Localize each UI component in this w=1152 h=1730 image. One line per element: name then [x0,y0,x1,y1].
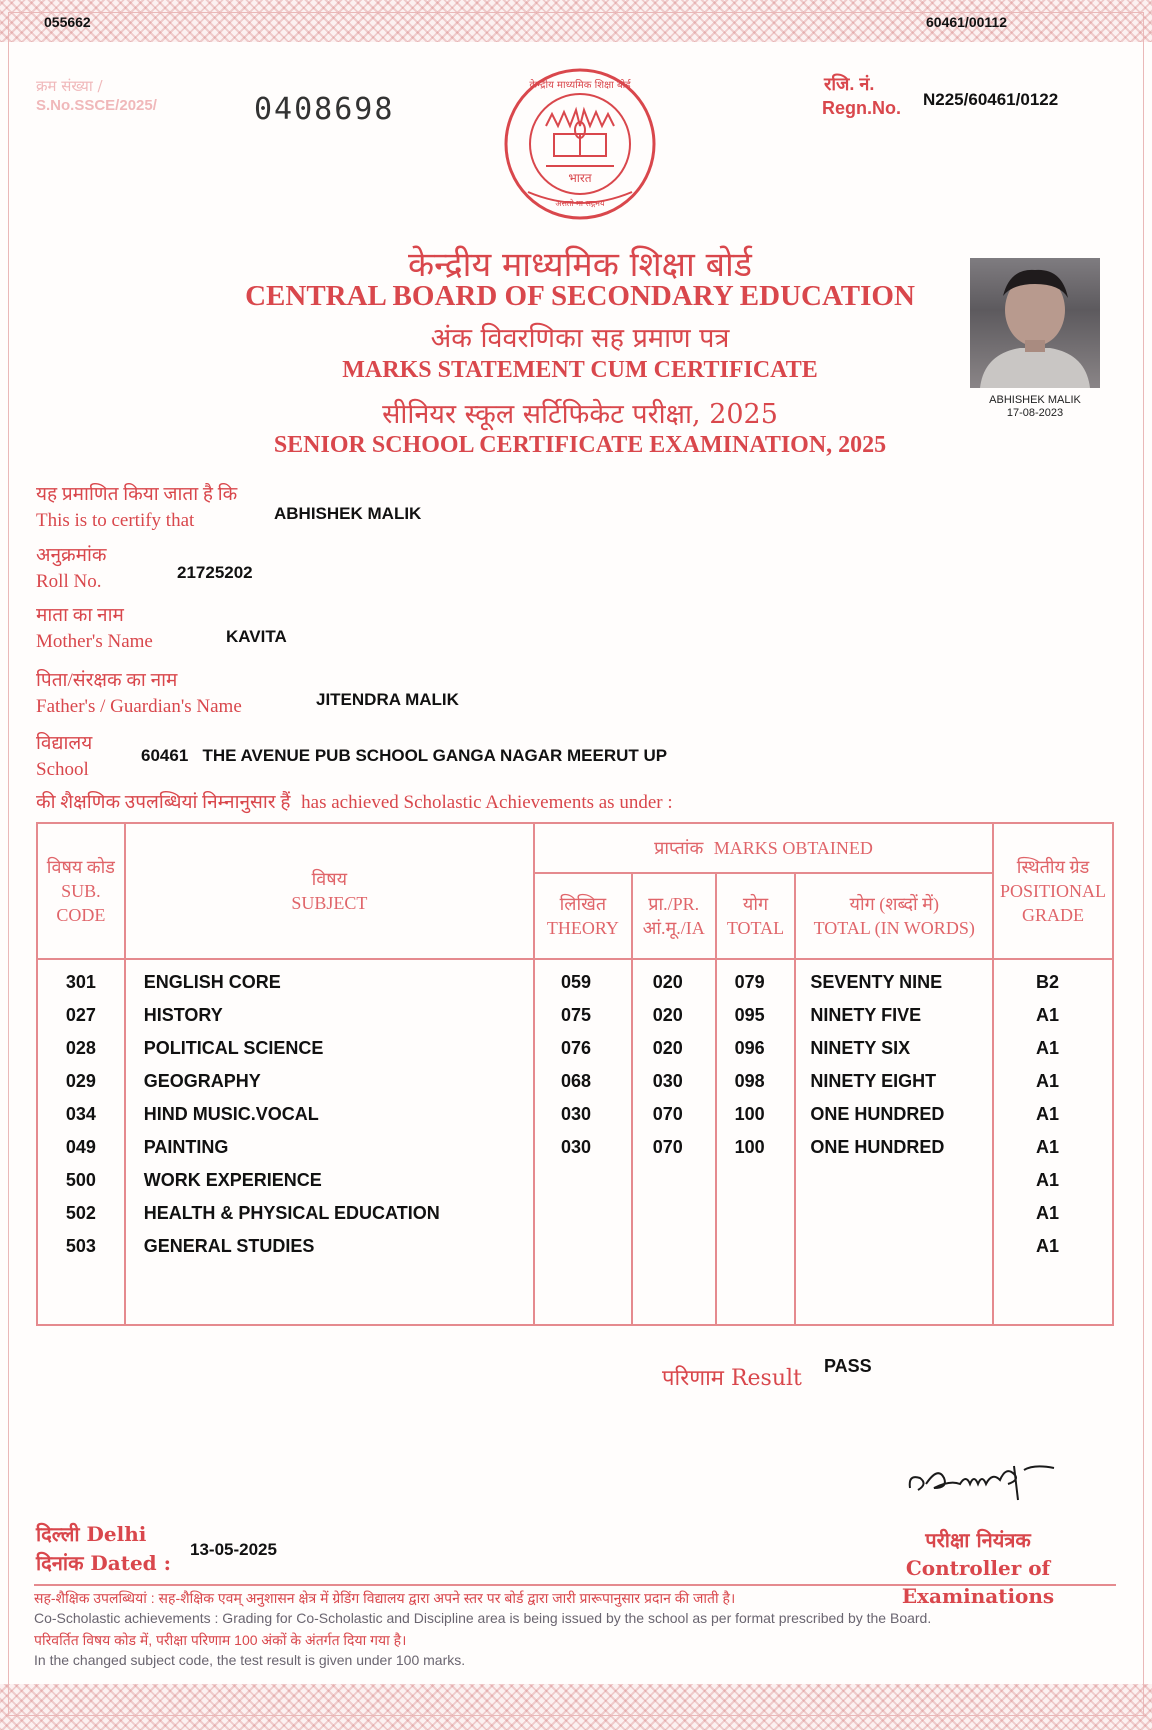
corner-serial-left: 055662 [44,14,91,30]
row-theory: 075 [560,1005,591,1025]
svg-text:केन्द्रीय माध्यमिक शिक्षा बोर्: केन्द्रीय माध्यमिक शिक्षा बोर्ड [529,80,631,91]
row-subject: HEALTH & PHYSICAL EDUCATION [143,1203,440,1223]
header-marks-obtained [534,823,993,873]
row-total: 095 [734,1005,765,1025]
issue-date: 13-05-2025 [190,1540,277,1559]
row-grade: A1 [1036,1236,1060,1256]
row-grade: A1 [1036,1104,1060,1124]
header-total-words-hi: योग (शब्दों में) [849,894,939,914]
col-grade [993,959,1113,1325]
row-code: 027 [65,1005,96,1025]
photo-caption-name: ABHISHEK MALIK [989,394,1081,406]
header-theory-en: THEORY [546,918,619,938]
header-marks-hi: प्राप्तांक [654,838,704,858]
serial-number-value: 0408698 [254,92,395,127]
row-theory [561,1230,631,1263]
row-total [735,1164,795,1197]
roll-number: 21725202 [177,563,253,582]
svg-text:असतो मा सद्गमय: असतो मा सद्गमय [555,199,605,208]
header-marks-en: MARKS OBTAINED [713,838,873,858]
serial-number-label-hi: क्रम संख्या / [36,77,103,95]
col-practical [632,959,716,1325]
row-subject: HIND MUSIC.VOCAL [143,1104,319,1124]
board-title-english: CENTRAL BOARD OF SECONDARY EDUCATION [245,280,915,312]
row-total: 100 [734,1104,765,1124]
row-practical [653,1164,715,1197]
row-subject: HISTORY [143,1005,223,1025]
roll-label [36,543,107,595]
row-theory [561,1197,631,1230]
place-and-date-label [36,1520,171,1578]
header-sub-code-en2: CODE [56,905,106,925]
header-grade [993,823,1113,959]
svg-text:भारत: भारत [568,171,592,185]
school-label-en: School [36,759,89,780]
row-total-words [810,1197,992,1230]
header-subject-en: SUBJECT [291,893,368,913]
registration-number: N225/60461/0122 [923,90,1059,109]
row-total [735,1197,795,1230]
school-label [36,731,92,783]
achievements-intro-en: has achieved Scholastic Achievements as under : [301,792,673,813]
header-sub-code-en1: SUB. [61,881,101,901]
header-total-words-en: TOTAL (IN WORDS) [813,918,975,938]
father-label-hi: पिता/संरक्षक का नाम [36,670,178,691]
father-label-en: Father's / Guardian's Name [36,696,242,717]
note-coscholastic-en: Co-Scholastic achievements : Grading for Co-Scholastic and Discipline area is being issued by the school as per format prescribed by the Board. [34,1610,932,1626]
header-grade-hi: स्थितीय ग्रेड [1016,857,1090,877]
row-theory [561,1164,631,1197]
header-subject [125,823,534,959]
row-code: 028 [65,1038,96,1058]
certify-label-en: This is to certify that [36,510,195,531]
row-code: 502 [65,1203,96,1223]
row-code: 503 [65,1236,96,1256]
row-practical: 020 [652,972,683,992]
header-subject-hi: विषय [311,869,348,889]
col-total-words [795,959,993,1325]
col-theory [534,959,632,1325]
registration-label [822,72,901,120]
row-total-words [810,1230,992,1263]
dated-label: दिनांक Dated : [36,1551,171,1575]
row-theory: 068 [560,1071,591,1091]
achievements-intro [36,790,673,816]
header-practical-en: आं.मू./IA [642,918,705,938]
row-total-words: NINETY SIX [810,1038,911,1058]
header-theory [534,873,632,959]
row-grade: A1 [1036,1005,1060,1025]
note-changed-code-hi: परिवर्तित विषय कोड में, परीक्षा परिणाम 100 अंकों के अंतर्गत दिया गया है। [34,1632,407,1648]
mother-label [36,603,153,655]
row-total-words: NINETY FIVE [810,1005,922,1025]
school-name: 60461 THE AVENUE PUB SCHOOL GANGA NAGAR MEERUT UP [141,746,668,765]
row-grade: A1 [1036,1137,1060,1157]
row-practical [653,1230,715,1263]
row-code: 029 [65,1071,96,1091]
row-practical: 070 [652,1104,683,1124]
row-grade: A1 [1036,1038,1060,1058]
exam-title-hindi: सीनियर स्कूल सर्टिफिकेट परीक्षा, 2025 [382,399,778,430]
certify-label [36,482,237,534]
serial-number-label-en: S.No.SSCE/2025/ [36,97,157,114]
certify-label-hi: यह प्रमाणित किया जाता है कि [36,484,238,505]
result-label: परिणाम Result [662,1366,802,1391]
row-subject: ENGLISH CORE [143,972,281,992]
row-total: 100 [734,1137,765,1157]
mother-label-hi: माता का नाम [36,605,124,626]
row-grade: A1 [1036,1071,1060,1091]
row-total: 079 [734,972,765,992]
header-grade-en1: POSITIONAL [1000,881,1107,901]
row-subject: GEOGRAPHY [143,1071,261,1091]
header-theory-hi: लिखित [559,894,607,914]
school-label-hi: विद्यालय [36,733,93,754]
row-practical: 020 [652,1038,683,1058]
row-total: 096 [734,1038,765,1058]
header-practical-hi: प्रा./PR. [648,894,700,914]
row-practical: 020 [652,1005,683,1025]
row-total-words: SEVENTY NINE [810,972,943,992]
row-practical: 070 [652,1137,683,1157]
col-total [716,959,796,1325]
row-code: 034 [65,1104,96,1124]
header-practical [632,873,716,959]
row-grade: A1 [1036,1203,1060,1223]
row-grade: B2 [1036,972,1060,992]
row-code: 049 [65,1137,96,1157]
note-changed-code-en: In the changed subject code, the test result is given under 100 marks. [34,1652,466,1668]
row-total-words: NINETY EIGHT [810,1071,937,1091]
document-title-english: MARKS STATEMENT CUM CERTIFICATE [342,357,818,383]
serial-number-label [36,76,157,116]
row-total: 098 [734,1071,765,1091]
row-theory: 076 [560,1038,591,1058]
header-total-hi: योग [742,894,769,914]
roll-label-hi: अनुक्रमांक [36,545,107,566]
board-title-hindi: केन्द्रीय माध्यमिक शिक्षा बोर्ड [407,245,753,285]
result-value: PASS [824,1356,872,1376]
controller-title-en: Controller of Examinations [901,1556,1055,1608]
row-code: 301 [65,972,96,992]
row-total-words: ONE HUNDRED [810,1137,945,1157]
registration-label-hi: रजि. नं. [824,74,875,94]
footer-divider [34,1584,1116,1586]
marks-table [36,822,1114,1326]
father-name: JITENDRA MALIK [316,690,459,709]
mother-label-en: Mother's Name [36,631,153,652]
row-practical [653,1197,715,1230]
place-label: दिल्ली Delhi [36,1522,147,1546]
roll-label-en: Roll No. [36,571,102,592]
student-name: ABHISHEK MALIK [274,504,422,523]
note-coscholastic-hi: सह-शैक्षिक उपलब्धियां : सह-शैक्षिक एवम् अनुशासन क्षेत्र में ग्रेडिंग विद्यालय द्वारा अपने स्तर पर बोर्ड द्वारा जारी प्रारूपानुसार प्रदान की जाती है। [34,1590,736,1606]
mother-name: KAVITA [226,627,287,646]
header-grade-en2: GRADE [1022,905,1085,925]
row-theory: 030 [560,1137,591,1157]
col-subject [125,959,534,1325]
photo-caption-date: 17-08-2023 [1006,407,1064,419]
row-grade: A1 [1036,1170,1060,1190]
row-code: 500 [65,1170,96,1190]
row-theory: 059 [560,972,591,992]
header-total [716,873,796,959]
header-total-words [795,873,993,959]
father-label [36,668,242,720]
controller-signature [904,1444,1070,1514]
corner-serial-right: 60461/00112 [926,14,1007,30]
row-subject: POLITICAL SCIENCE [143,1038,324,1058]
row-practical: 030 [652,1071,683,1091]
achievements-intro-hi: की शैक्षणिक उपलब्धियां निम्नानुसार हैं [36,792,291,813]
header-total-en: TOTAL [726,918,785,938]
row-subject: GENERAL STUDIES [143,1236,315,1256]
document-title-hindi: अंक विवरणिका सह प्रमाण पत्र [430,323,730,354]
header-sub-code [37,823,125,959]
row-subject: WORK EXPERIENCE [143,1170,322,1190]
exam-title-english: SENIOR SCHOOL CERTIFICATE EXAMINATION, 2025 [273,432,887,458]
row-subject: PAINTING [143,1137,229,1157]
row-total [735,1230,795,1263]
row-total-words: ONE HUNDRED [810,1104,945,1124]
col-code [37,959,125,1325]
cbse-seal-logo [500,64,660,224]
row-theory: 030 [560,1104,591,1124]
header-sub-code-hi: विषय कोड [46,857,115,877]
registration-label-en: Regn.No. [822,98,901,118]
row-total-words [810,1164,992,1197]
controller-title-hi: परीक्षा नियंत्रक [925,1528,1031,1552]
